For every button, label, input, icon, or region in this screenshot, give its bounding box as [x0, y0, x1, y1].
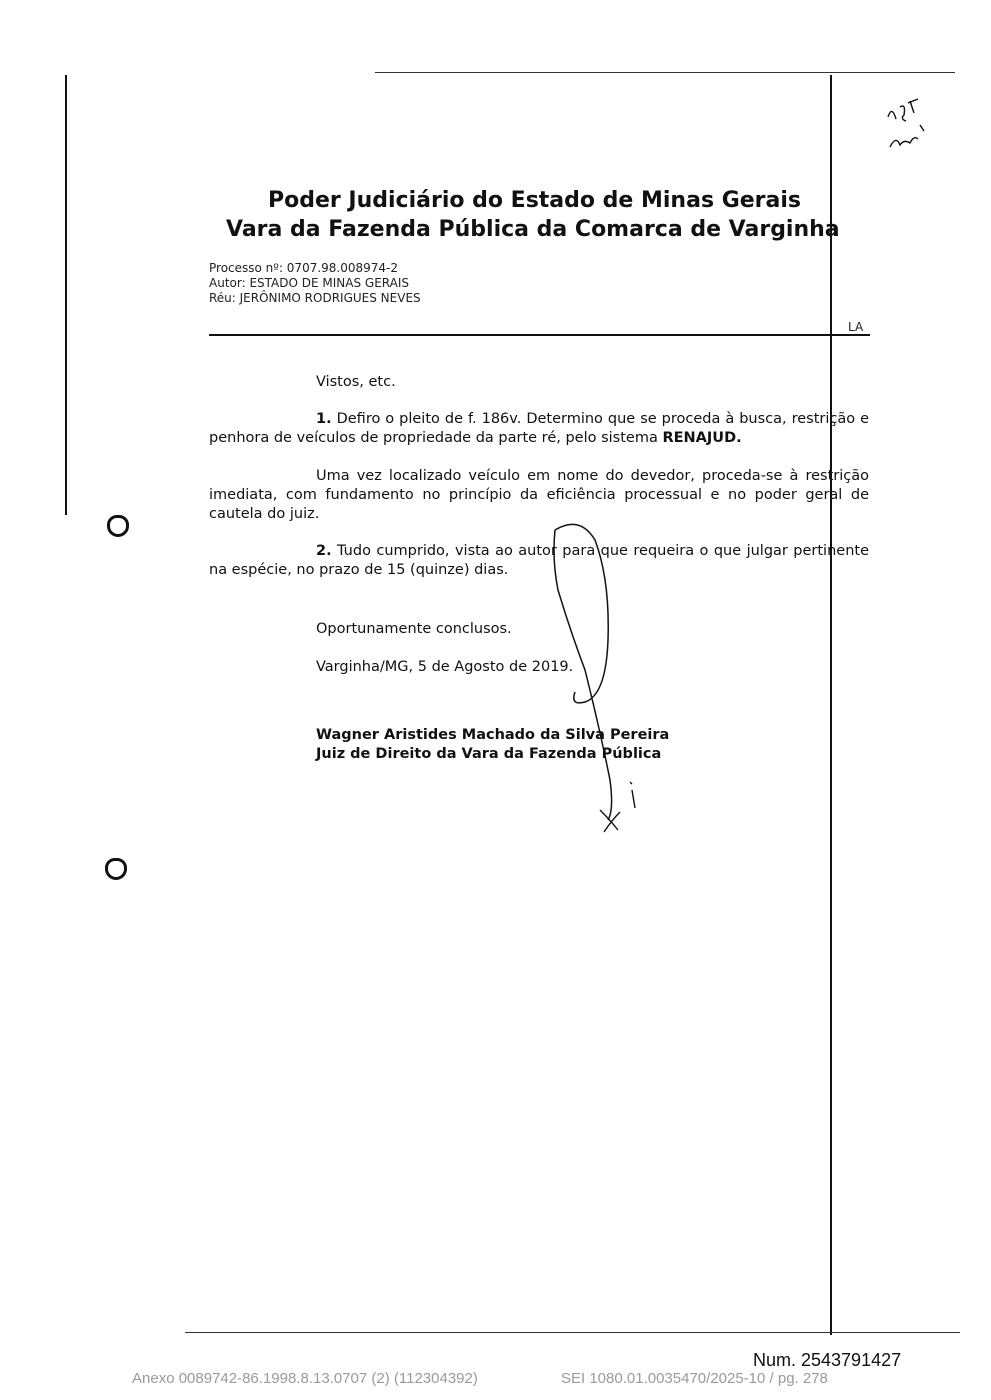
- greeting: Vistos, etc.: [316, 374, 396, 390]
- item-2-text: Tudo cumprido, vista ao autor para que requeira o que julgar pertinente na espécie, no prazo de 15 (quinze) dias.: [209, 543, 869, 578]
- handwritten-folio-mark: [880, 95, 930, 155]
- court-title-line1: Poder Judiciário do Estado de Minas Gerais: [268, 188, 802, 213]
- sei-reference: SEI 1080.01.0035470/2025-10 / pg. 278: [561, 1370, 828, 1387]
- paragraph-2: Uma vez localizado veículo em nome do devedor, proceda-se à restrição imediata, com fundamento no princípio da eficiência processual e no poder geral de cautela do juiz.: [209, 468, 869, 522]
- process-number: Processo nº: 0707.98.008974-2: [209, 261, 399, 275]
- bottom-edge-line: [185, 1332, 960, 1333]
- punch-hole-top: [107, 515, 129, 537]
- judge-name: Wagner Aristides Machado da Silva Pereira: [316, 727, 670, 743]
- closing: Oportunamente conclusos.: [316, 621, 512, 637]
- place-date: Varginha/MG, 5 de Agosto de 2019.: [316, 659, 574, 675]
- top-edge-line: [375, 72, 955, 73]
- punch-hole-bottom: [105, 858, 127, 880]
- item-2-number: 2.: [316, 543, 332, 559]
- item-1-number: 1.: [316, 411, 332, 427]
- document-number: Num. 2543791427: [753, 1350, 902, 1370]
- plaintiff: Autor: ESTADO DE MINAS GERAIS: [209, 276, 409, 290]
- judge-role: Juiz de Direito da Vara da Fazenda Pública: [316, 746, 662, 762]
- handwritten-signature: [540, 520, 660, 840]
- court-title-line2: Vara da Fazenda Pública da Comarca de Varginha: [226, 217, 840, 242]
- defendant: Réu: JERÔNIMO RODRIGUES NEVES: [209, 291, 421, 305]
- right-margin-line: [830, 75, 832, 1335]
- initials: LA: [848, 320, 864, 334]
- item-1-bold: RENAJUD.: [662, 430, 742, 446]
- left-margin-line: [65, 75, 67, 515]
- header-rule: [209, 334, 870, 336]
- paragraph-item-2: [209, 542, 869, 580]
- paragraph-item-1: [209, 410, 869, 448]
- item-1-text: Defiro o pleito de f. 186v. Determino que se proceda à busca, restrição e penhora de veículos de propriedade da parte ré, pelo sistema: [209, 411, 870, 446]
- annex-reference: Anexo 0089742-86.1998.8.13.0707 (2) (112304392): [132, 1370, 478, 1387]
